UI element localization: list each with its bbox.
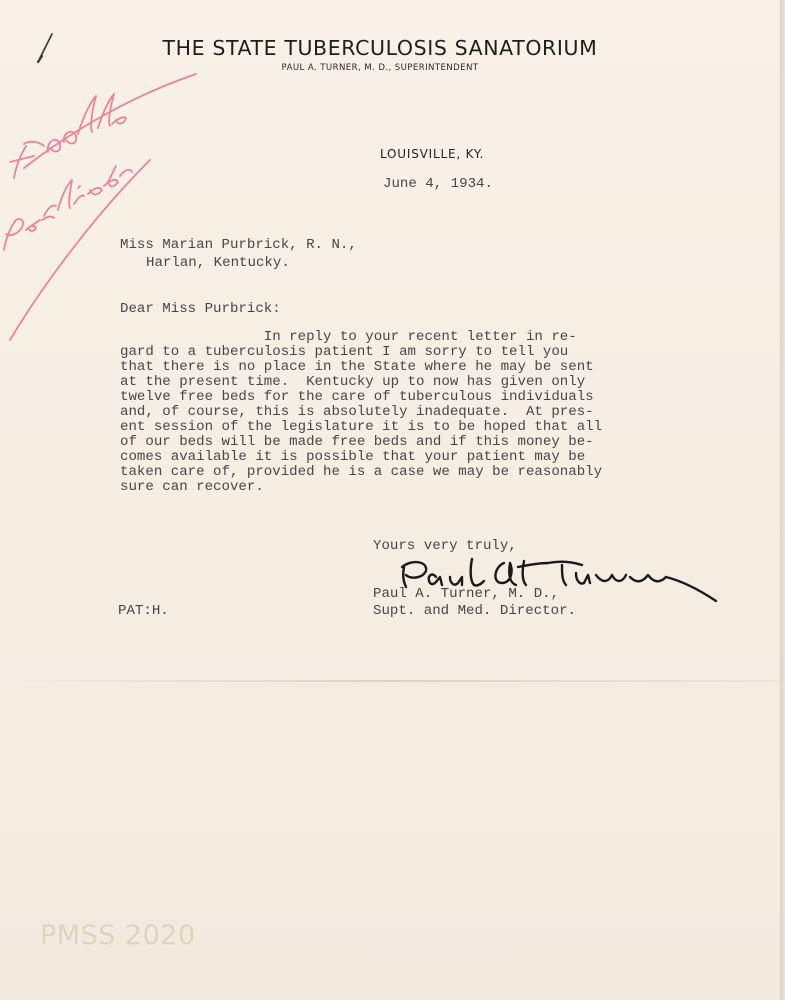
- body-line: and, of course, this is absolutely inadequate. At pres-: [120, 404, 594, 420]
- body-line: at the present time. Kentucky up to now has given only: [120, 374, 586, 390]
- body-line: gard to a tuberculosis patient I am sorry to tell you: [120, 344, 569, 360]
- body-line: In reply to your recent letter in re-: [120, 329, 577, 345]
- body-line: taken care of, provided he is a case we may be reasonably: [120, 464, 603, 480]
- body-line: of our beds will be made free beds and if this money be-: [120, 434, 594, 450]
- pencil-mark: [30, 28, 60, 68]
- recipient-name: Miss Marian Purbrick, R. N.,: [120, 237, 357, 253]
- recipient-location: Harlan, Kentucky.: [146, 255, 290, 271]
- watermark: PMSS 2020: [40, 920, 196, 951]
- closing: Yours very truly,: [373, 538, 517, 554]
- salutation: Dear Miss Purbrick:: [120, 301, 281, 317]
- reference-initials: PAT:H.: [118, 603, 169, 619]
- body-line: that there is no place in the State where he may be sent: [120, 359, 594, 375]
- handwritten-margin-note: [0, 70, 200, 360]
- body-line: comes available it is possible that your patient may be: [120, 449, 586, 465]
- body-line: ent session of the legislature it is to be hoped that all: [120, 419, 603, 435]
- signer-title: Supt. and Med. Director.: [373, 603, 576, 619]
- body-line: twelve free beds for the care of tuberculous individuals: [120, 389, 594, 405]
- body-line: sure can recover.: [120, 479, 264, 495]
- page-edge: [780, 0, 785, 1000]
- letter-date: June 4, 1934.: [383, 176, 493, 192]
- letterhead-subtitle: PAUL A. TURNER, M. D., SUPERINTENDENT: [281, 63, 479, 73]
- letterhead-title: THE STATE TUBERCULOSIS SANATORIUM: [162, 36, 598, 60]
- letterhead-city: LOUISVILLE, KY.: [380, 147, 485, 161]
- paper-fold: [0, 680, 780, 682]
- signer-name: Paul A. Turner, M. D.,: [373, 586, 560, 602]
